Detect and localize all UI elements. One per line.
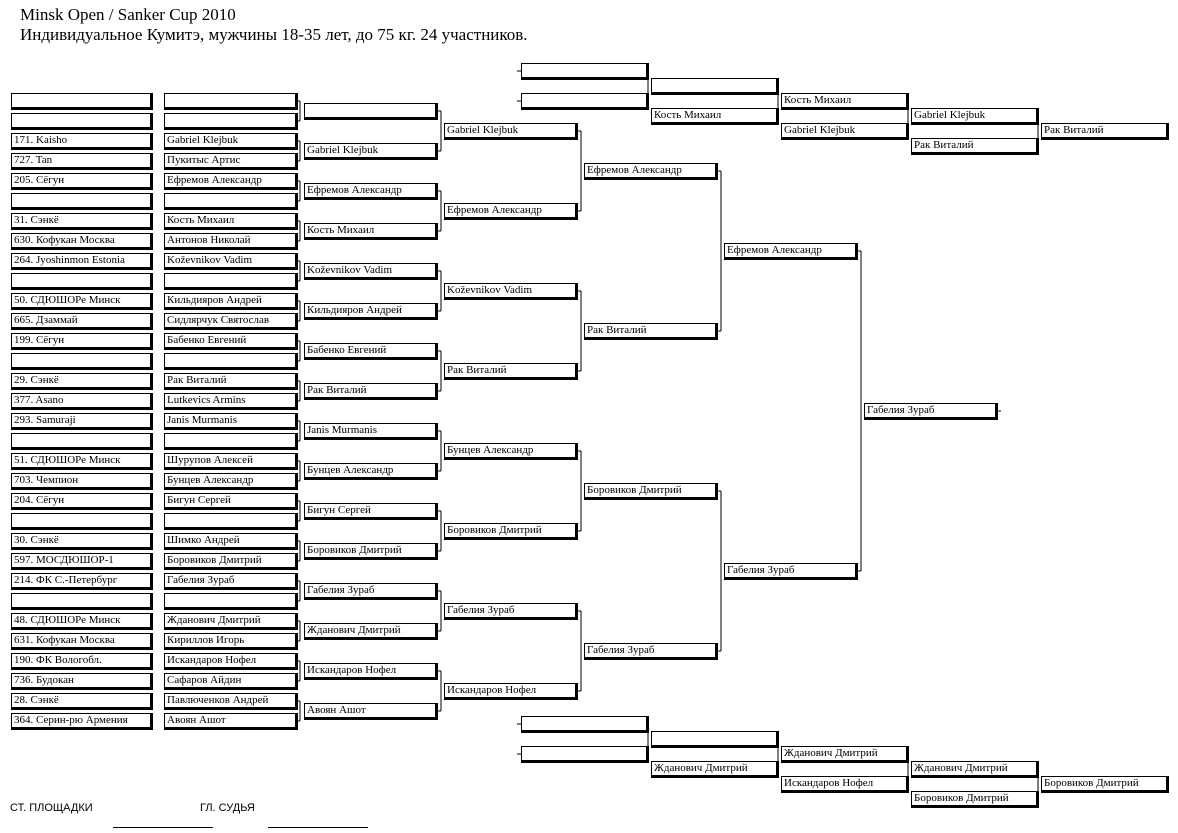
club-entry: 364. Серин-рю Армения <box>11 713 153 730</box>
repechage-bottom-r4-entry: Боровиков Дмитрий <box>911 791 1039 808</box>
club-entry: 293. Samuraji <box>11 413 153 430</box>
competitor-entry: Боровиков Дмитрий <box>164 553 298 570</box>
round2-entry: Авоян Ашот <box>304 703 438 720</box>
club-entry: 264. Jyoshinmon Estonia <box>11 253 153 270</box>
club-entry: 31. Сэнкё <box>11 213 153 230</box>
category-title: Индивидуальное Кумитэ, мужчины 18-35 лет, до 75 кг. 24 участников. <box>20 25 528 44</box>
round3-entry: Koževnikov Vadim <box>444 283 578 300</box>
competitor-entry: Шурупов Алексей <box>164 453 298 470</box>
competitor-entry: Кость Михаил <box>164 213 298 230</box>
club-entry: 736. Будокан <box>11 673 153 690</box>
repechage-bottom-r4-entry: Жданович Дмитрий <box>911 761 1039 778</box>
club-entry: 630. Кофукан Москва <box>11 233 153 250</box>
club-entry: 727. Tan <box>11 153 153 170</box>
repechage-top-r4-entry: Gabriel Klejbuk <box>911 108 1039 125</box>
competitor-entry: Рак Виталий <box>164 373 298 390</box>
repechage-bottom-winner: Боровиков Дмитрий <box>1041 776 1169 793</box>
club-entry: 205. Сёгун <box>11 173 153 190</box>
competitor-entry: Авоян Ашот <box>164 713 298 730</box>
club-entry: 29. Сэнкё <box>11 373 153 390</box>
club-entry: 631. Кофукан Москва <box>11 633 153 650</box>
competitor-entry: Janis Murmanis <box>164 413 298 430</box>
competitor-entry: Габелия Зураб <box>164 573 298 590</box>
round3-entry: Бунцев Александр <box>444 443 578 460</box>
club-entry: 214. ФК С.-Петербург <box>11 573 153 590</box>
competitor-entry: Жданович Дмитрий <box>164 613 298 630</box>
round2-entry: Габелия Зураб <box>304 583 438 600</box>
event-title: Minsk Open / Sanker Cup 2010 <box>20 5 236 24</box>
round2-entry: Gabriel Klejbuk <box>304 143 438 160</box>
round2-entry: Жданович Дмитрий <box>304 623 438 640</box>
club-entry: 171. Kaisho <box>11 133 153 150</box>
site-judge-label: СТ. ПЛОЩАДКИ <box>10 802 93 814</box>
quarterfinal-entry: Боровиков Дмитрий <box>584 483 718 500</box>
club-entry: 30. Сэнкё <box>11 533 153 550</box>
club-entry: 28. Сэнкё <box>11 693 153 710</box>
round2-entry: Кость Михаил <box>304 223 438 240</box>
competitor-entry: Сидлярчук Святослав <box>164 313 298 330</box>
semifinal-entry: Ефремов Александр <box>724 243 858 260</box>
club-entry: 597. МОСДЮШОР-1 <box>11 553 153 570</box>
competitor-entry: Lutkevics Armins <box>164 393 298 410</box>
repechage-top-r3-entry: Кость Михаил <box>781 93 909 110</box>
competitor-entry: Искандаров Нофел <box>164 653 298 670</box>
competitor-entry: Пукитыс Артис <box>164 153 298 170</box>
round2-entry: Janis Murmanis <box>304 423 438 440</box>
club-entry: 199. Сёгун <box>11 333 153 350</box>
repechage-top-r3-entry: Gabriel Klejbuk <box>781 123 909 140</box>
competitor-entry: Кильдияров Андрей <box>164 293 298 310</box>
round2-entry: Боровиков Дмитрий <box>304 543 438 560</box>
competitor-entry: Шимко Андрей <box>164 533 298 550</box>
quarterfinal-entry: Ефремов Александр <box>584 163 718 180</box>
repechage-top-r2-entry: Кость Михаил <box>651 108 779 125</box>
round2-entry: Рак Виталий <box>304 383 438 400</box>
round2-entry: Бигун Сергей <box>304 503 438 520</box>
club-entry: 51. СДЮШОРе Минск <box>11 453 153 470</box>
repechage-top-winner: Рак Виталий <box>1041 123 1169 140</box>
quarterfinal-entry: Габелия Зураб <box>584 643 718 660</box>
club-entry: 204. Сёгун <box>11 493 153 510</box>
quarterfinal-entry: Рак Виталий <box>584 323 718 340</box>
repechage-bottom-r3-entry: Жданович Дмитрий <box>781 746 909 763</box>
competitor-entry: Бунцев Александр <box>164 473 298 490</box>
competitor-entry: Кириллов Игорь <box>164 633 298 650</box>
competitor-entry: Koževnikov Vadim <box>164 253 298 270</box>
repechage-top-r4-entry: Рак Виталий <box>911 138 1039 155</box>
competitor-entry: Сафаров Айдин <box>164 673 298 690</box>
chief-judge-label: ГЛ. СУДЬЯ <box>200 802 255 814</box>
round3-entry: Габелия Зураб <box>444 603 578 620</box>
competitor-entry: Бабенко Евгений <box>164 333 298 350</box>
round2-entry: Бунцев Александр <box>304 463 438 480</box>
round3-entry: Ефремов Александр <box>444 203 578 220</box>
competitor-entry: Антонов Николай <box>164 233 298 250</box>
repechage-bottom-r2-entry: Жданович Дмитрий <box>651 761 779 778</box>
club-entry: 190. ФК Вологобл. <box>11 653 153 670</box>
competitor-entry: Ефремов Александр <box>164 173 298 190</box>
competitor-entry: Павлюченков Андрей <box>164 693 298 710</box>
club-entry: 50. СДЮШОРе Минск <box>11 293 153 310</box>
round3-entry: Искандаров Нофел <box>444 683 578 700</box>
round3-entry: Gabriel Klejbuk <box>444 123 578 140</box>
round2-entry: Кильдияров Андрей <box>304 303 438 320</box>
club-entry: 665. Дзаммай <box>11 313 153 330</box>
round2-entry: Ефремов Александр <box>304 183 438 200</box>
round3-entry: Боровиков Дмитрий <box>444 523 578 540</box>
semifinal-entry: Габелия Зураб <box>724 563 858 580</box>
round2-entry: Бабенко Евгений <box>304 343 438 360</box>
repechage-bottom-r3-entry: Искандаров Нофел <box>781 776 909 793</box>
club-entry: 377. Asano <box>11 393 153 410</box>
round3-entry: Рак Виталий <box>444 363 578 380</box>
competitor-entry: Gabriel Klejbuk <box>164 133 298 150</box>
final-winner: Габелия Зураб <box>864 403 998 420</box>
round2-entry: Искандаров Нофел <box>304 663 438 680</box>
club-entry: 703. Чемпион <box>11 473 153 490</box>
round2-entry: Koževnikov Vadim <box>304 263 438 280</box>
club-entry: 48. СДЮШОРе Минск <box>11 613 153 630</box>
competitor-entry: Бигун Сергей <box>164 493 298 510</box>
